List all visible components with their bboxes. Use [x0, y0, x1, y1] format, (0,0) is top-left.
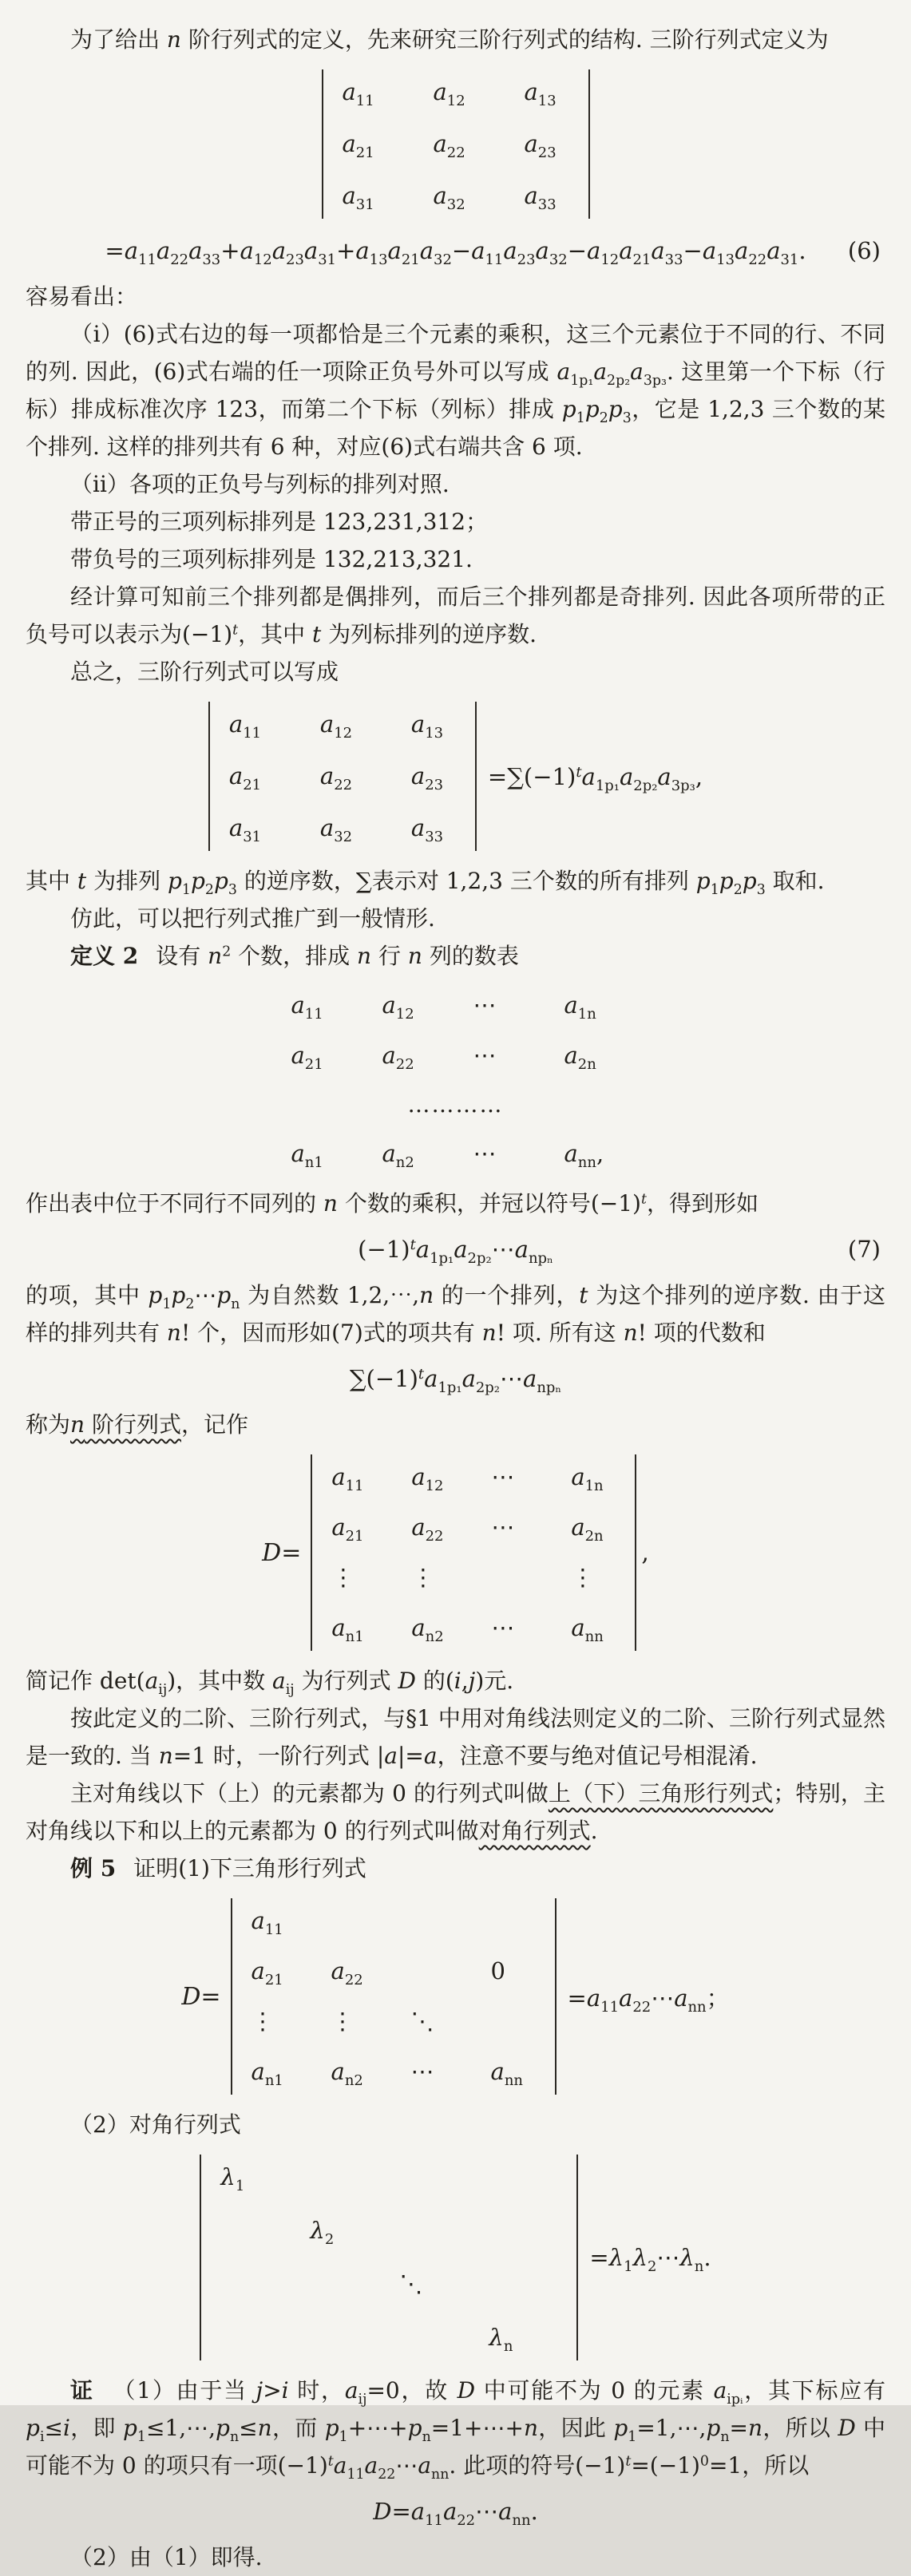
determinant-lhs: D= [262, 1538, 302, 1567]
determinant-tail-comma: , [641, 1538, 649, 1567]
definition-2-text: 设有 $n^2$ 个数，排成 n 行 n 列的数表 [156, 943, 519, 969]
table-cell: $a_{21}$ [291, 1042, 323, 1074]
table-cell: $a_{2n}$ [564, 1042, 596, 1074]
matrix-cell: ⋱ [410, 2008, 434, 2035]
matrix-cell: $a_{11}$ [251, 1907, 283, 1939]
equation-7-expression: $(-1)^ta_{1p_1}a_{2p_2}\cdots a_{np_n}$ [358, 1236, 553, 1268]
determinant-n-order [26, 1454, 885, 1651]
proof-text: （1）由于当 j>i 时，$a_{ij}=0$，故 D 中可能不为 0 的元素 $a_{ipᵢ}$，其下标应有 $p_i\le i$，即 $p_1\le 1,\cdots,p_n\le n$，而 $p_1+\cdots+p_n=1+\cdots+n$，因此 $p_1=1,\cdots,p_n=n$，所以 D 中可能不为 0 的项只有一项$(-1)^ta_{11}a_{22}\cdots a_{nn}$. 此项的符号$(-1)^t=(-1)^0=1$，所以 [26, 2377, 886, 2483]
paragraph-proof [26, 2372, 885, 2484]
matrix-cell: ⋯ [491, 1463, 515, 1490]
matrix-cell [399, 2162, 444, 2192]
determinant-lower-triangular [26, 1898, 885, 2095]
paragraph-intro: 为了给出 n 阶行列式的定义，先来研究三阶行列式的结构. 三阶行列式定义为 [70, 26, 829, 53]
matrix-cell: ⋮ [331, 2008, 354, 2035]
table-cell: ⋯ [473, 1042, 497, 1069]
matrix-cell [491, 2007, 536, 2036]
paragraph-diagonal-intro: （2）对角行列式 [70, 2111, 241, 2138]
equation-6 [26, 230, 885, 271]
matrix-cell: $a_{13}$ [524, 78, 557, 110]
matrix-cell: $a_{22}$ [331, 1957, 363, 1989]
matrix-nxn [311, 1454, 636, 1651]
determinant-lhs: D= [181, 1982, 221, 2011]
matrix-cell: $a_{22}$ [319, 762, 353, 794]
matrix-cell [491, 1906, 536, 1936]
list-item-ii: （ii）各项的正负号与列标的排列对照. [70, 471, 450, 497]
formula-algebraic-sum [26, 1358, 885, 1399]
table-dots-row: ………… [407, 1091, 504, 1118]
matrix-cell: $a_{11}$ [331, 1463, 364, 1495]
matrix-cell: $a_{1n}$ [571, 1463, 604, 1495]
matrix-cell: $a_{n2}$ [331, 2058, 363, 2090]
example-5-text: 证明(1)下三角形行列式 [133, 1855, 366, 1882]
paragraph-called-determinant: 称为n 阶行列式，记作 [26, 1411, 248, 1438]
equation-final [26, 2491, 885, 2532]
paragraph-observe: 容易看出： [26, 283, 138, 310]
matrix-cell: $a_{12}$ [319, 710, 353, 742]
matrix-diagonal [200, 2155, 578, 2360]
table-cell: $a_{1n}$ [564, 991, 596, 1023]
matrix-cell: $a_{22}$ [411, 1514, 444, 1545]
matrix-cell: $\lambda_n$ [489, 2324, 513, 2356]
matrix-cell: ⋯ [410, 2058, 434, 2085]
matrix-cell: 0 [490, 1957, 505, 1984]
matrix-cell: ⋮ [251, 2008, 275, 2035]
matrix-cell: $a_{23}$ [410, 762, 444, 794]
matrix-cell: $\lambda_2$ [310, 2217, 335, 2249]
number-table [26, 986, 885, 1173]
proof-label: 证 [70, 2377, 94, 2404]
table-cell: $a_{n1}$ [291, 1140, 323, 1172]
table-cell: ⋯ [473, 991, 497, 1019]
matrix-cell: $a_{33}$ [410, 814, 444, 846]
definition-2 [26, 937, 885, 975]
paragraph-where-t: 其中 t 为排列 $p_1p_2p_3$ 的逆序数，∑表示对 1,2,3 三个数的所有排列 $p_1p_2p_3$ 取和. [26, 868, 825, 898]
paragraph-triangular-definition: 主对角线以下（上）的元素都为 0 的行列式叫做上（下）三角形行列式；特别，主对角线以下和以上的元素都为 0 的行列式叫做对角行列式. [26, 1780, 885, 1844]
table-cell: $a_{nn}$, [564, 1140, 604, 1172]
paragraph-terms: 的项，其中 $p_1p_2\cdots p_n$ 为自然数 1,2,⋯,n 的一个排列，t 为这个排列的逆序数. 由于这样的排列共有 n! 个，因而形如(7)式的项共有 n! 项. 所有这 n! 项的代数和 [26, 1282, 885, 1346]
diagonal-result: $=\lambda_1\lambda_2\cdots\lambda_n$. [589, 2244, 711, 2276]
matrix-cell [220, 2216, 265, 2246]
matrix-cell: $a_{22}$ [433, 130, 465, 162]
matrix-cell: $a_{31}$ [342, 182, 374, 214]
matrix-cell [399, 2323, 444, 2352]
matrix-cell [489, 2269, 533, 2299]
matrix-cell: $a_{11}$ [342, 78, 374, 110]
matrix-cell: ⋱ [399, 2270, 423, 2297]
matrix-cell [310, 2162, 354, 2192]
equation-7 [26, 1229, 885, 1270]
matrix-cell: $a_{21}$ [228, 762, 262, 794]
line-positive-permutations: 带正号的三项列标排列是 123,231,312； [70, 508, 489, 535]
matrix-cell: $\lambda_1$ [220, 2163, 245, 2195]
matrix-cell: ⋮ [571, 1564, 595, 1591]
table-cell: $a_{n2}$ [382, 1140, 414, 1172]
lower-triangular-result: $=a_{11}a_{22}\cdots a_{nn}$； [567, 1984, 730, 2016]
matrix-cell [331, 1906, 376, 1936]
list-item-i: （i）(6)式右边的每一项都恰是三个元素的乘积，这三个元素位于不同的行、不同的列. 因此，(6)式右端的任一项除正负号外可以写成 $a_{1p_1}a_{2p_2}a_{3p_3}$. 这里第一个下标（行标）排成标准次序 123，而第二个下标（列标）排成 $p_1p_2p_3$，它是 1,2,3 三个数的某个排列. 这样的排列共有 6 种，对应(6)式右端共含 6 项. [26, 321, 886, 460]
matrix-cell: ⋮ [331, 1564, 355, 1591]
matrix-3x3 [208, 702, 477, 851]
matrix-cell: $a_{2n}$ [571, 1514, 604, 1545]
matrix-cell: $a_{23}$ [524, 130, 557, 162]
matrix-cell: $a_{nn}$ [571, 1614, 604, 1646]
matrix-cell [310, 2269, 354, 2299]
definition-2-label: 定义 2 [70, 943, 139, 969]
final-expression: $D=a_{11}a_{22}\cdots a_{nn}$. [373, 2498, 538, 2530]
paragraph-parity: 经计算可知前三个排列都是偶排列，而后三个排列都是奇排列. 因此各项所带的正负号可以表示为$(-1)^t$，其中 t 为列标排列的逆序数. [26, 584, 885, 647]
algebraic-sum-expression: $\sum(-1)^ta_{1p_1}a_{2p_2}\cdots a_{np_n}$ [349, 1365, 562, 1397]
matrix-cell: $a_{11}$ [228, 710, 262, 742]
matrix-lower-triangular [231, 1898, 557, 2095]
example-5 [26, 1850, 885, 1887]
matrix-cell: $a_{n1}$ [331, 1614, 364, 1646]
matrix-cell: $a_{21}$ [331, 1514, 364, 1545]
determinant-3x3-sum-formula [26, 702, 885, 851]
line-negative-permutations: 带负号的三项列标排列是 132,213,321. [70, 546, 473, 572]
matrix-cell: $a_{12}$ [433, 78, 465, 110]
matrix-cell: $a_{nn}$ [490, 2058, 523, 2090]
matrix-cell: $a_{n1}$ [251, 2058, 283, 2090]
matrix-cell [220, 2269, 265, 2299]
table-cell: $a_{22}$ [382, 1042, 414, 1074]
paragraph-consistency: 按此定义的二阶、三阶行列式，与§1 中用对角线法则定义的二阶、三阶行列式显然是一致的. 当 n=1 时，一阶行列式 |a|=a，注意不要与绝对值记号相混淆. [26, 1705, 885, 1769]
matrix-cell: $a_{21}$ [342, 130, 374, 162]
equation-number-7: (7) [847, 1236, 881, 1263]
matrix-cell [411, 1906, 456, 1936]
table-cell: $a_{11}$ [291, 991, 323, 1023]
matrix-cell [491, 1563, 536, 1593]
matrix-cell [411, 1957, 456, 1986]
paragraph-denote: 简记作 $\det(a_{ij})$，其中数 $a_{ij}$ 为行列式 D 的(i,j)元. [26, 1668, 514, 1698]
matrix-cell [489, 2216, 533, 2246]
equation-number-6: (6) [847, 237, 881, 264]
matrix-cell [220, 2323, 265, 2352]
matrix-cell [489, 2162, 533, 2192]
matrix-cell: ⋯ [491, 1514, 515, 1541]
matrix-cell: $a_{32}$ [433, 182, 465, 214]
table-cell: ⋯ [473, 1140, 497, 1167]
matrix-cell [399, 2216, 444, 2246]
paragraph-summary: 总之，三阶行列式可以写成 [70, 659, 339, 685]
paragraph-make-product: 作出表中位于不同行不同列的 n 个数的乘积，并冠以符号$(-1)^t$，得到形如 [26, 1190, 759, 1217]
example-5-label: 例 5 [70, 1855, 117, 1882]
matrix-cell: $a_{33}$ [524, 182, 557, 214]
equation-6-expression: $=a_{11}a_{22}a_{33}+a_{12}a_{23}a_{31}+a_{13}a_{21}a_{32}-a_{11}a_{23}a_{32}-a_{12}a_{21}a_{33}-a_{13}a_{22}a_{31}$. [105, 237, 806, 269]
matrix-cell: ⋯ [491, 1614, 515, 1641]
matrix-cell: ⋮ [411, 1564, 435, 1591]
determinant-3x3-definition [26, 69, 885, 219]
matrix-cell: $a_{n2}$ [411, 1614, 444, 1646]
matrix-cell: $a_{32}$ [319, 814, 353, 846]
sum-expression: $=\sum(-1)^ta_{1p_1}a_{2p_2}a_{3p_3}$, [487, 762, 703, 794]
matrix-cell: $a_{12}$ [411, 1463, 444, 1495]
matrix-3x3 [322, 69, 590, 219]
table-cell: $a_{12}$ [382, 991, 414, 1023]
paragraph-conclusion: （2）由（1）即得. [70, 2544, 263, 2570]
matrix-cell: $a_{13}$ [410, 710, 444, 742]
number-table-grid [291, 986, 620, 1173]
matrix-cell: $a_{21}$ [251, 1957, 283, 1989]
matrix-cell [310, 2323, 354, 2352]
matrix-cell: $a_{31}$ [228, 814, 262, 846]
paragraph-generalize: 仿此，可以把行列式推广到一般情形. [70, 905, 435, 932]
determinant-diagonal [26, 2155, 885, 2360]
